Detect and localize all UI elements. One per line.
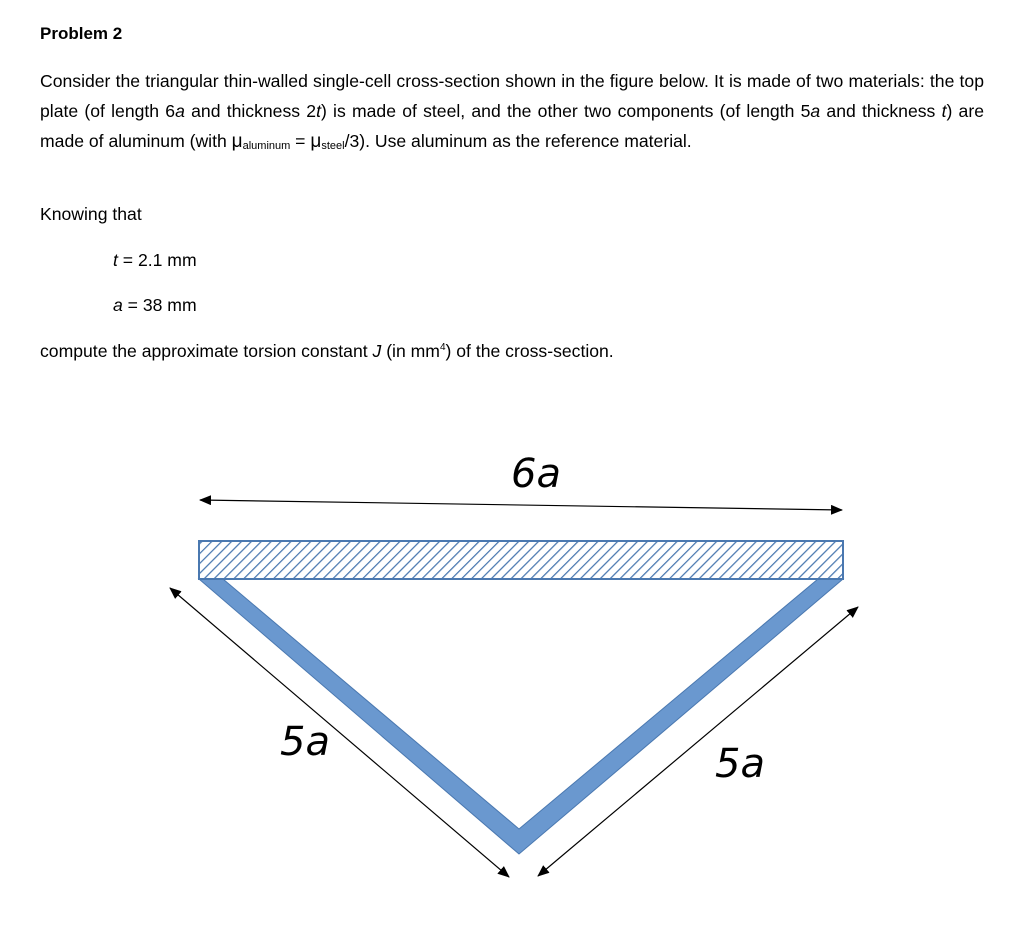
given-a: a = 38 mm	[113, 295, 197, 315]
left-dimension-arrow	[170, 588, 509, 877]
top-dimension-arrow	[200, 500, 842, 510]
given-t: t = 2.1 mm	[113, 250, 197, 270]
problem-title: Problem 2	[40, 24, 123, 43]
aluminum-walls	[199, 579, 843, 854]
left-dimension-label: 5a	[280, 719, 330, 765]
compute-instruction: compute the approximate torsion constant J (in $mm^4$) of the cross-section.	[40, 341, 614, 361]
top-dimension-label: 6a	[511, 451, 561, 497]
right-dimension-arrow	[538, 607, 858, 876]
right-dimension-label: 5a	[715, 741, 765, 787]
steel-top-plate	[199, 541, 843, 579]
knowing-that: Knowing that	[40, 204, 142, 224]
problem-statement: Consider the triangular thin-walled single-cell cross-section shown in the figure below. It is made of two materials: the top plate (of length 6a and thickness 2t) is made of steel, and the other two components (of length 5a and thickness t) are made of aluminum (with $\mu_{aluminum} = \mu_{steel}/3$). Use aluminum as the reference material.	[40, 71, 984, 152]
